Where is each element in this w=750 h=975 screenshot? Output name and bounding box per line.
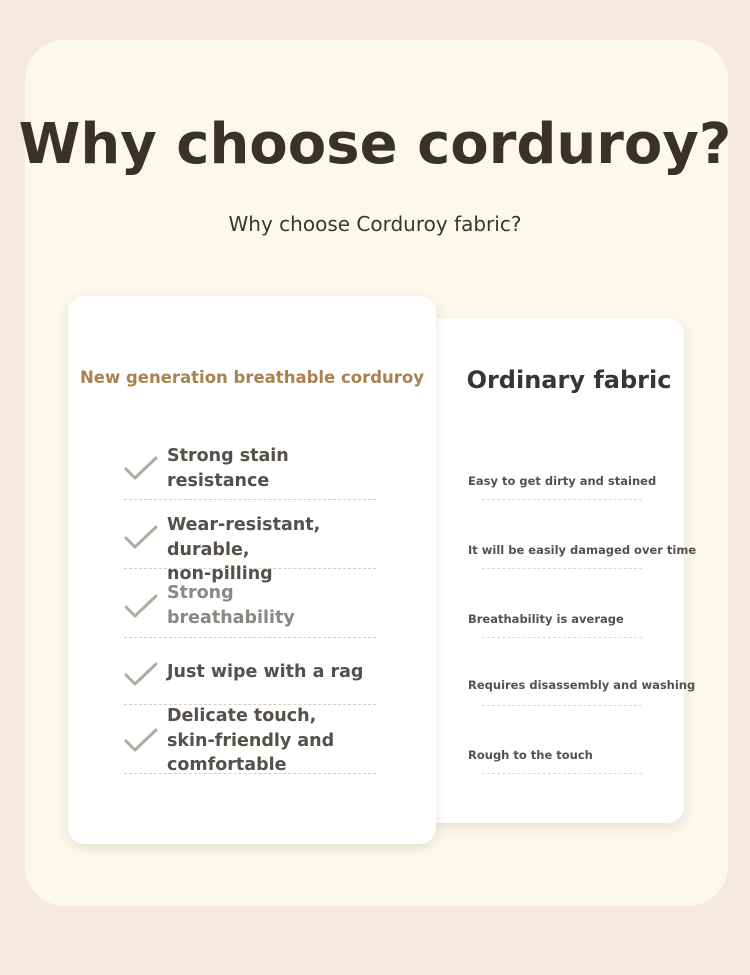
feature-line: Wear-resistant, durable,	[167, 515, 321, 560]
check-icon	[124, 726, 158, 754]
check-icon	[124, 523, 158, 551]
feature-line: skin-friendly and	[167, 730, 335, 751]
feature-text	[167, 444, 382, 493]
ordinary-fabric-card	[420, 318, 697, 823]
breathable-corduroy-heading: New generation breathable corduroy	[79, 368, 425, 387]
ordinary-item: Easy to get dirty and stained	[468, 474, 657, 488]
ordinary-item: Requires disassembly and washing	[468, 678, 696, 692]
divider	[482, 568, 642, 569]
feature-line: non-pilling	[167, 564, 273, 584]
breathable-corduroy-card	[68, 296, 436, 844]
feature-line: breathability	[167, 607, 295, 628]
page-subtitle: Why choose Corduroy fabric?	[228, 212, 522, 236]
check-icon	[124, 660, 158, 688]
ordinary-item: Breathability is average	[468, 612, 624, 626]
feature-line: Just wipe with a rag	[167, 662, 364, 682]
divider	[482, 773, 642, 774]
feature-line: comfortable	[167, 755, 287, 775]
feature-text	[167, 513, 402, 587]
feature-item	[124, 649, 376, 705]
divider	[482, 499, 642, 500]
feature-item	[124, 511, 376, 584]
feature-item	[124, 442, 376, 500]
feature-line: Delicate touch,	[167, 706, 317, 726]
feature-text	[167, 704, 382, 778]
divider	[482, 637, 642, 638]
feature-line: Strong	[167, 583, 234, 603]
feature-item	[124, 580, 376, 638]
feature-line: Strong stain	[167, 446, 289, 466]
ordinary-fabric-heading: Ordinary fabric	[466, 366, 672, 394]
check-icon	[124, 454, 158, 482]
page-title: Why choose corduroy?	[18, 112, 732, 177]
feature-line: resistance	[167, 470, 270, 491]
divider	[482, 705, 642, 706]
feature-item	[124, 704, 376, 774]
feature-text	[167, 660, 382, 685]
check-icon	[124, 592, 158, 620]
ordinary-item: It will be easily damaged over time	[468, 543, 697, 557]
ordinary-item: Rough to the touch	[468, 748, 593, 762]
feature-text	[167, 581, 382, 630]
